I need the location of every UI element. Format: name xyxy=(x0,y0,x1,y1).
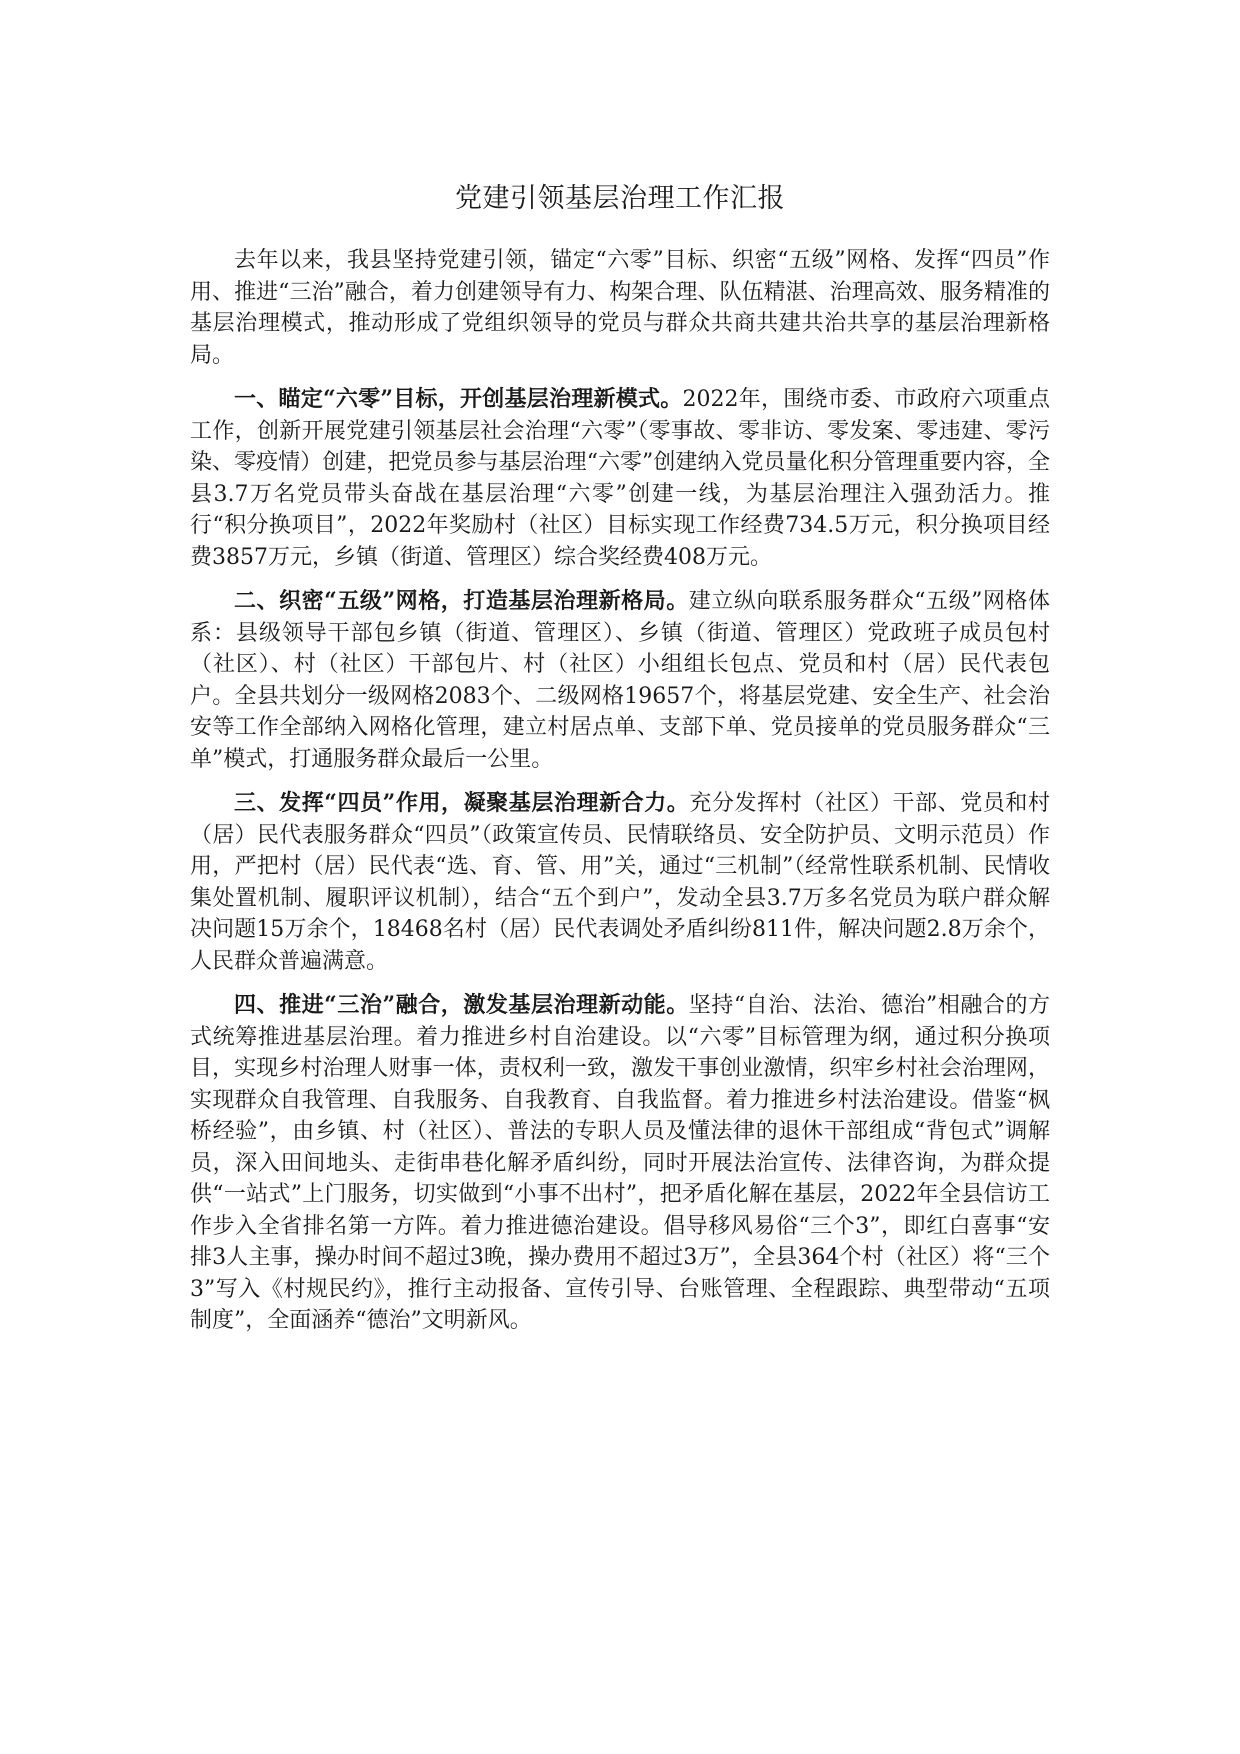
section-body-3: 充分发挥村（社区）干部、党员和村（居）民代表服务群众“四员”（政策宣传员、民情联络员、安全防护员、文明示范员）作用，严把村（居）民代表“选、育、管、用”关，通过“三机制”（经常性联系机制、民情收集处置机制、履职评议机制），结合“五个到户”，发动全县3.7万多名党员为联户群众解决问题15万余个，18468名村（居）民代表调处矛盾纠纷811件，解决问题2.8万余个，人民群众普遍满意。 xyxy=(190,791,1050,974)
section-paragraph-2 xyxy=(190,586,1050,775)
section-heading-2: 二、织密“五级”网格，打造基层治理新格局。 xyxy=(234,588,689,614)
document-page xyxy=(190,170,1050,1350)
intro-paragraph: 去年以来，我县坚持党建引领，锚定“六零”目标、织密“五级”网格、发挥“四员”作用、推进“三治”融合，着力创建领导有力、构架合理、队伍精湛、治理高效、服务精准的基层治理模式，推动形成了党组织领导的党员与群众共商共建共治共享的基层治理新格局。 xyxy=(190,248,1050,368)
section-paragraph-4 xyxy=(190,990,1050,1337)
document-title: 党建引领基层治理工作汇报 xyxy=(455,183,785,214)
section-body-1: 2022年，围绕市委、市政府六项重点工作，创新开展党建引领基层社会治理“六零”（零事故、零非访、零发案、零违建、零污染、零疫情）创建，把党员参与基层治理“六零”创建纳入党员量化积分管理重要内容，全县3.7万名党员带头奋战在基层治理“六零”创建一线，为基层治理注入强劲活力。推行“积分换项目”，2022年奖励村（社区）目标实现工作经费734.5万元，积分换项目经费3857万元，乡镇（街道、管理区）综合奖经费408万元。 xyxy=(190,387,1050,570)
section-heading-4: 四、推进“三治”融合，激发基层治理新动能。 xyxy=(234,992,689,1018)
section-body-2: 建立纵向联系服务群众“五级”网格体系：县级领导干部包乡镇（街道、管理区）、乡镇（街道、管理区）党政班子成员包村（社区）、村（社区）干部包片、村（社区）小组组长包点、党员和村（居）民代表包户。全县共划分一级网格2083个、二级网格19657个，将基层党建、安全生产、社会治安等工作全部纳入网格化管理，建立村居点单、支部下单、党员接单的党员服务群众“三单”模式，打通服务群众最后一公里。 xyxy=(190,589,1051,772)
section-heading-1: 一、瞄定“六零”目标，开创基层治理新模式。 xyxy=(234,386,683,412)
section-paragraph-1 xyxy=(190,384,1050,573)
section-heading-3: 三、发挥“四员”作用，凝聚基层治理新合力。 xyxy=(234,790,690,816)
section-body-4: 坚持“自治、法治、德治”相融合的方式统筹推进基层治理。着力推进乡村自治建设。以“六零”目标管理为纲，通过积分换项目，实现乡村治理人财事一体，责权利一致，激发干事创业激情，织牢乡村社会治理网，实现群众自我管理、自我服务、自我教育、自我监督。着力推进乡村法治建设。借鉴“枫桥经验”，由乡镇、村（社区）、普法的专职人员及懂法律的退休干部组成“背包式”调解员，深入田间地头、走街串巷化解矛盾纠纷，同时开展法治宣传、法律咨询，为群众提供“一站式”上门服务，切实做到“小事不出村”，把矛盾化解在基层，2022年全县信访工作步入全省排名第一方阵。着力推进德治建设。倡导移风易俗“三个3”，即红白喜事“安排3人主事，操办时间不超过3晚，操办费用不超过3万”，全县364个村（社区）将“三个3”写入《村规民约》，推行主动报备、宣传引导、台账管理、全程跟踪、典型带动“五项制度”，全面涵养“德治”文明新风。 xyxy=(190,993,1051,1333)
section-paragraph-3 xyxy=(190,788,1050,977)
